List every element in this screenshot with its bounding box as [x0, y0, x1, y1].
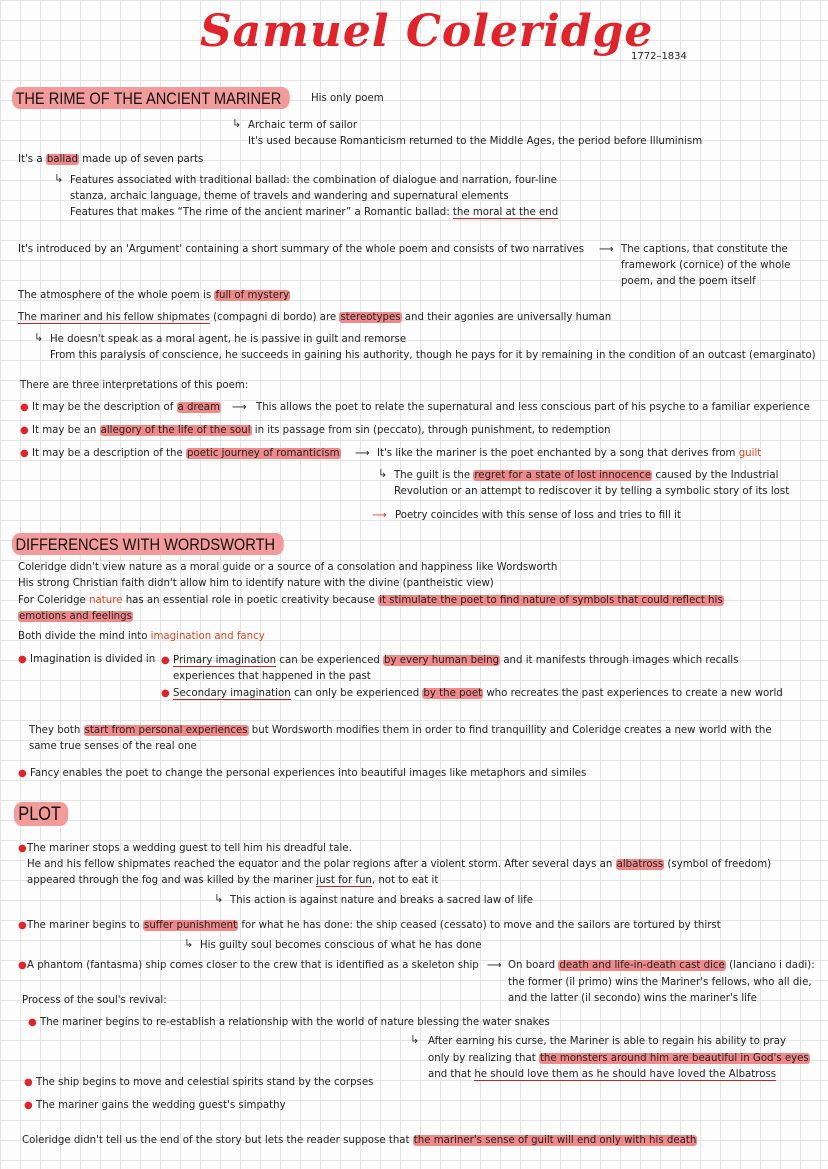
highlight: stereotypes	[340, 312, 401, 323]
on-board-line-3: and the latter (il secondo) wins the mariner's life	[508, 993, 757, 1004]
highlight: by the poet	[423, 688, 483, 699]
bullet-icon: ●	[24, 1077, 33, 1088]
plot-line-7: A phantom (fantasma) ship comes closer to the crew that is identified as a skeleton ship	[27, 960, 479, 971]
highlight: full of mystery	[215, 290, 290, 301]
bullet-icon: ●	[18, 768, 27, 779]
curse-line-3: and that he should love them as he should have loved the Albatross	[428, 1069, 777, 1080]
highlight: the mariner's sense of guilt will end only with his death	[413, 1135, 697, 1146]
features-line-1: Features associated with traditional ballad: the combination of dialogue and narration, four-line	[70, 175, 557, 186]
curse-line-1: After earning his curse, the Mariner is able to regain his ability to pray	[428, 1036, 787, 1047]
bullet-icon: ●	[161, 655, 170, 666]
hook-arrow-icon: ↳	[214, 892, 224, 905]
archaic-note: Archaic term of sailor	[248, 120, 358, 131]
atmosphere-line: The atmosphere of the whole poem is full of mystery	[18, 290, 290, 301]
revival-2: The ship begins to move and celestial spirits stand by the corpses	[36, 1077, 374, 1088]
underline: Primary imagination	[173, 655, 277, 666]
underline: the moral at the end	[452, 207, 559, 218]
underline: The mariner and his fellow shipmates	[18, 312, 210, 323]
secondary-line: Secondary imagination can only be experienced by the poet who recreates the past experiences to create a new world	[173, 688, 783, 699]
highlight: death and life-in-death cast dice	[559, 960, 725, 971]
hook-arrow-icon: ↳	[184, 937, 194, 950]
primary-line-2: experiences that happened in the past	[173, 671, 371, 682]
plot-line-1: The mariner stops a wedding guest to tell him his dreadful tale.	[27, 843, 352, 854]
guilt-line-2: Revolution or an attempt to rediscover it by telling a symbolic story of its lost	[394, 486, 790, 497]
both-start-line: They both start from personal experiences but Wordsworth modifies them in order to find tranquillity and Coleridge creates a new world with the	[29, 725, 772, 736]
curse-line-2: only by realizing that the monsters around him are beautiful in God's eyes	[428, 1053, 809, 1064]
features-line-2: stanza, archaic language, theme of travels and wandering and supernatural elements	[70, 191, 509, 202]
moral-line-2: From this paralysis of conscience, he succeeds in gaining his authority, though he pays for it by remaining in the condition of an outcast (emarginato)	[50, 350, 816, 361]
hook-arrow-icon: ↳	[54, 172, 64, 185]
highlight: start from personal experiences	[84, 725, 248, 736]
bullet-icon: ●	[161, 688, 170, 699]
hook-arrow-icon: ↳	[34, 331, 44, 344]
highlight: the monsters around him are beautiful in God's eyes	[539, 1053, 809, 1064]
poetry-line: Poetry coincides with this sense of loss and tries to fill it	[395, 510, 681, 521]
bullet-icon: ●	[18, 920, 27, 931]
arrow-icon: ⟶	[232, 402, 247, 413]
bullet-icon: ●	[18, 654, 27, 665]
bullet-icon: ●	[20, 448, 29, 459]
plot-line-2: He and his fellow shipmates reached the equator and the polar regions after a violent storm. After several days an albatross (symbol of freedom)	[27, 859, 772, 870]
diff-line-3: For Coleridge nature has an essential role in poetic creativity because it stimulate the poet to find nature of symbols that could reflect his	[18, 595, 723, 606]
imagination-line: Imagination is divided in	[30, 654, 156, 665]
archaic-used-note: It's used because Romanticism returned to the Middle Ages, the period before Illuminism	[248, 136, 703, 147]
on-board-line-2: the former (il primo) wins the Mariner's fellows, who all die,	[508, 977, 812, 988]
section-heading-differences: DIFFERENCES WITH WORDSWORTH	[12, 533, 284, 555]
underline: he should love them as he should have loved the Albatross	[474, 1069, 777, 1080]
captions-line-1: The captions, that constitute the	[621, 244, 788, 255]
three-interp-line: There are three interpretations of this poem:	[20, 380, 249, 391]
end-line: Coleridge didn't tell us the end of the story but lets the reader suppose that the mariner's sense of guilt will end only with his death	[22, 1135, 697, 1146]
bullet-icon: ●	[24, 1100, 33, 1111]
revival-1: The mariner begins to re-establish a relationship with the world of nature blessing the water snakes	[40, 1017, 550, 1028]
features-line-3: Features that makes “The rime of the ancient mariner” a Romantic ballad: the moral at the end	[70, 207, 559, 218]
guilt-line-1: The guilt is the regret for a state of lost innocence caused by the Industrial	[394, 470, 779, 481]
interp-3: It may be a description of the poetic journey of romanticism	[32, 448, 340, 459]
revival-line: Process of the soul's revival:	[22, 995, 167, 1006]
bullet-icon: ●	[28, 1017, 37, 1028]
captions-line-2: framework (cornice) of the whole	[621, 260, 791, 271]
hook-arrow-icon: ↳	[232, 117, 242, 130]
diff-line-1: Coleridge didn't view nature as a moral guide or a source of a consolation and happiness like Wordsworth	[18, 562, 558, 573]
interp-1: It may be the description of a dream	[32, 402, 220, 413]
interp-1-note: This allows the poet to relate the supernatural and less conscious part of his psyche to a familiar experience	[256, 402, 810, 413]
underline: Secondary imagination	[173, 688, 291, 699]
plot-line-5: The mariner begins to suffer punishment for what he has done: the ship ceased (cessato) to move and the sailors are tortured by thirst	[27, 920, 721, 931]
ballad-line: It's a ballad made up of seven parts	[18, 154, 204, 165]
highlight: by every human being	[384, 655, 500, 666]
bullet-icon: ●	[20, 402, 29, 413]
diff-line-2: His strong Christian faith didn't allow him to identify nature with the divine (pantheistic view)	[18, 578, 494, 589]
highlight: ballad	[46, 154, 78, 165]
moral-line-1: He doesn't speak as a moral agent, he is passive in guilt and remorse	[50, 334, 407, 345]
highlight: a dream	[177, 402, 220, 413]
arrow-icon: ⟶	[599, 244, 614, 255]
highlight: regret for a state of lost innocence	[474, 470, 652, 481]
years: 1772–1834	[631, 51, 687, 62]
fancy-line: Fancy enables the poet to change the personal experiences into beautiful images like metaphors and similes	[30, 768, 587, 779]
highlight: it stimulate the poet to find nature of symbols that could reflect his	[379, 595, 723, 606]
bullet-icon: ●	[20, 425, 29, 436]
highlight: suffer punishment	[144, 920, 238, 931]
both-divide-line: Both divide the mind into imagination and fancy	[18, 631, 265, 642]
mariner-line: The mariner and his fellow shipmates (compagni di bordo) are stereotypes and their agonies are universally human	[18, 312, 612, 323]
highlight: allegory of the life of the soul	[100, 425, 251, 436]
revival-3: The mariner gains the wedding guest's simpathy	[36, 1100, 286, 1111]
arrow-icon: ⟶	[487, 960, 502, 971]
hook-arrow-icon: ↳	[410, 1033, 420, 1046]
highlight: poetic journey of romanticism	[187, 448, 340, 459]
plot-line-6: His guilty soul becomes conscious of what he has done	[200, 940, 482, 951]
interp-2: It may be an allegory of the life of the soul in its passage from sin (peccato), through punishment, to redemption	[32, 425, 611, 436]
page-title: Samuel Coleridge	[200, 6, 654, 57]
only-poem-note: His only poem	[311, 93, 384, 104]
section-heading-rime: THE RIME OF THE ANCIENT MARINER	[12, 87, 290, 109]
highlight: albatross	[616, 859, 664, 870]
highlight: emotions and feelings	[19, 611, 132, 622]
argument-line: It's introduced by an 'Argument' containing a short summary of the whole poem and consists of two narratives	[18, 244, 585, 255]
hook-arrow-icon: ↳	[378, 467, 388, 480]
both-start-line-2: same true senses of the real one	[29, 741, 197, 752]
arrow-icon: ⟶	[355, 448, 370, 459]
plot-line-3: appeared through the fog and was killed by the mariner just for fun, not to eat it	[27, 875, 439, 886]
bullet-icon: ●	[18, 843, 27, 854]
diff-line-3b	[18, 610, 133, 623]
primary-line: Primary imagination can be experienced by every human being and it manifests through images which recalls	[173, 655, 739, 666]
section-heading-plot: PLOT	[14, 802, 68, 826]
bullet-icon: ●	[18, 960, 27, 971]
underline: just for fun	[316, 875, 372, 886]
plot-line-4: This action is against nature and breaks a sacred law of life	[230, 895, 534, 906]
on-board-line: On board death and life-in-death cast dice (lanciano i dadi):	[508, 960, 815, 971]
arrow-icon: ⟶	[372, 510, 387, 521]
captions-line-3: poem, and the poem itself	[621, 276, 756, 287]
interp-3-note: It's like the mariner is the poet enchanted by a song that derives from guilt	[377, 448, 762, 459]
